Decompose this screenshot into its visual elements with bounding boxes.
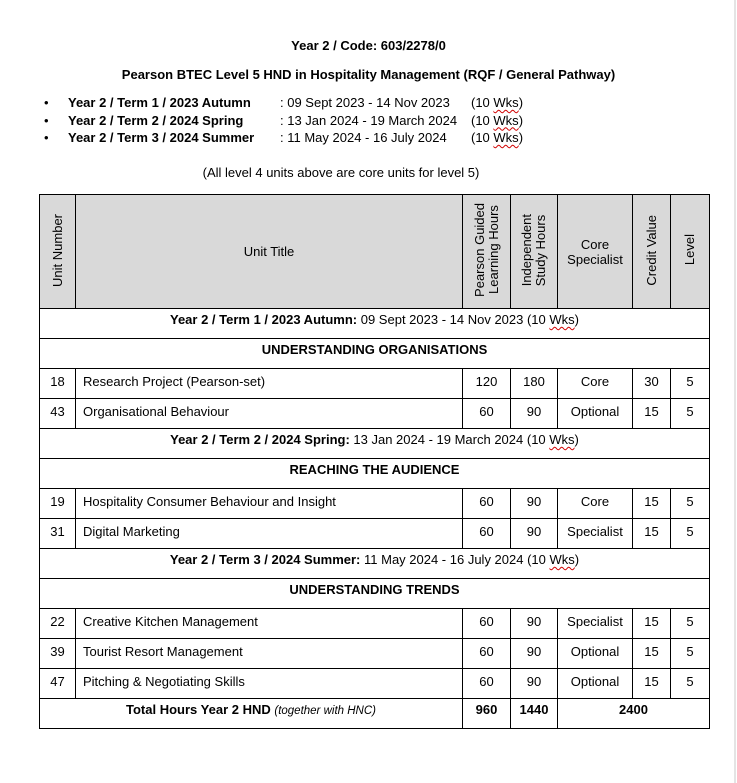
core-units-note: (All level 4 units above are core units for level 5) xyxy=(202,165,480,180)
total-label: Total Hours Year 2 HND (together with HNC) xyxy=(40,699,463,729)
unit-level: 5 xyxy=(671,369,710,399)
unit-title: Digital Marketing xyxy=(76,519,463,549)
table-row xyxy=(40,369,710,399)
independent-hours: 90 xyxy=(511,669,558,699)
header-guided-hours: Pearson Guided Learning Hours xyxy=(463,195,511,309)
guided-hours: 60 xyxy=(463,489,511,519)
unit-type: Optional xyxy=(558,669,633,699)
credit-value: 30 xyxy=(633,369,671,399)
table-row xyxy=(40,519,710,549)
independent-hours: 90 xyxy=(511,489,558,519)
credit-value: 15 xyxy=(633,669,671,699)
table-row xyxy=(40,399,710,429)
independent-hours: 90 xyxy=(511,639,558,669)
unit-level: 5 xyxy=(671,639,710,669)
term-dates: : 11 May 2024 - 16 July 2024 xyxy=(280,130,447,145)
table-row xyxy=(40,609,710,639)
unit-level: 5 xyxy=(671,609,710,639)
total-guided-hours: 960 xyxy=(463,699,511,729)
unit-title: Organisational Behaviour xyxy=(76,399,463,429)
unit-type: Optional xyxy=(558,639,633,669)
independent-hours: 90 xyxy=(511,399,558,429)
header-unit-number: Unit Number xyxy=(40,195,76,309)
unit-level: 5 xyxy=(671,489,710,519)
header-independent-hours: Independent Study Hours xyxy=(511,195,558,309)
header-credit-value: Credit Value xyxy=(633,195,671,309)
table-row xyxy=(40,639,710,669)
term-row: Year 2 / Term 3 / 2024 Summer: 11 May 2024 - 16 July 2024 (10 Wks) xyxy=(40,549,710,579)
unit-number: 39 xyxy=(40,639,76,669)
guided-hours: 120 xyxy=(463,369,511,399)
term-row: Year 2 / Term 1 / 2023 Autumn: 09 Sept 2023 - 14 Nov 2023 (10 Wks) xyxy=(40,309,710,339)
unit-title: Research Project (Pearson-set) xyxy=(76,369,463,399)
theme-row: REACHING THE AUDIENCE xyxy=(40,459,710,489)
units-table xyxy=(39,194,710,729)
bullet-icon: • xyxy=(44,112,49,128)
theme-row: UNDERSTANDING ORGANISATIONS xyxy=(40,339,710,369)
unit-title: Hospitality Consumer Behaviour and Insight xyxy=(76,489,463,519)
document-heading: Year 2 / Code: 603/2278/0 xyxy=(291,38,446,53)
term-weeks: (10 Wks) xyxy=(471,112,524,128)
unit-type: Core xyxy=(558,369,633,399)
unit-title: Creative Kitchen Management xyxy=(76,609,463,639)
credit-value: 15 xyxy=(633,489,671,519)
header-level: Level xyxy=(671,195,710,309)
unit-title: Tourist Resort Management xyxy=(76,639,463,669)
total-row xyxy=(40,699,710,729)
guided-hours: 60 xyxy=(463,519,511,549)
unit-type: Specialist xyxy=(558,609,633,639)
independent-hours: 180 xyxy=(511,369,558,399)
unit-number: 31 xyxy=(40,519,76,549)
credit-value: 15 xyxy=(633,609,671,639)
credit-value: 15 xyxy=(633,519,671,549)
credit-value: 15 xyxy=(633,639,671,669)
unit-type: Optional xyxy=(558,399,633,429)
header-core-specialist: Core Specialist xyxy=(558,195,633,309)
guided-hours: 60 xyxy=(463,399,511,429)
term-weeks: (10 Wks) xyxy=(471,95,524,110)
unit-level: 5 xyxy=(671,519,710,549)
unit-level: 5 xyxy=(671,669,710,699)
theme-row: UNDERSTANDING TRENDS xyxy=(40,579,710,609)
unit-number: 18 xyxy=(40,369,76,399)
unit-number: 47 xyxy=(40,669,76,699)
credit-value: 15 xyxy=(633,399,671,429)
header-unit-title: Unit Title xyxy=(76,195,463,309)
total-independent-hours: 1440 xyxy=(511,699,558,729)
table-row xyxy=(40,669,710,699)
document-subheading: Pearson BTEC Level 5 HND in Hospitality Management (RQF / General Pathway) xyxy=(121,67,616,82)
unit-level: 5 xyxy=(671,399,710,429)
guided-hours: 60 xyxy=(463,669,511,699)
table-header-row xyxy=(40,195,710,309)
page-edge xyxy=(734,0,736,783)
term-row: Year 2 / Term 2 / 2024 Spring: 13 Jan 2024 - 19 March 2024 (10 Wks) xyxy=(40,429,710,459)
term-dates: : 09 Sept 2023 - 14 Nov 2023 xyxy=(280,95,450,110)
unit-title: Pitching & Negotiating Skills xyxy=(76,669,463,699)
unit-number: 43 xyxy=(40,399,76,429)
term-name: Year 2 / Term 1 / 2023 Autumn xyxy=(68,95,251,110)
guided-hours: 60 xyxy=(463,639,511,669)
unit-number: 19 xyxy=(40,489,76,519)
term-name: Year 2 / Term 3 / 2024 Summer xyxy=(68,130,255,145)
term-weeks: (10 Wks) xyxy=(471,130,524,145)
guided-hours: 60 xyxy=(463,609,511,639)
term-name: Year 2 / Term 2 / 2024 Spring xyxy=(68,112,244,128)
total-combined-hours: 2400 xyxy=(558,699,710,729)
independent-hours: 90 xyxy=(511,519,558,549)
unit-type: Specialist xyxy=(558,519,633,549)
bullet-icon: • xyxy=(44,95,49,110)
table-row xyxy=(40,489,710,519)
term-dates: : 13 Jan 2024 - 19 March 2024 xyxy=(280,112,458,128)
unit-number: 22 xyxy=(40,609,76,639)
bullet-icon: • xyxy=(44,130,49,145)
independent-hours: 90 xyxy=(511,609,558,639)
unit-type: Core xyxy=(558,489,633,519)
